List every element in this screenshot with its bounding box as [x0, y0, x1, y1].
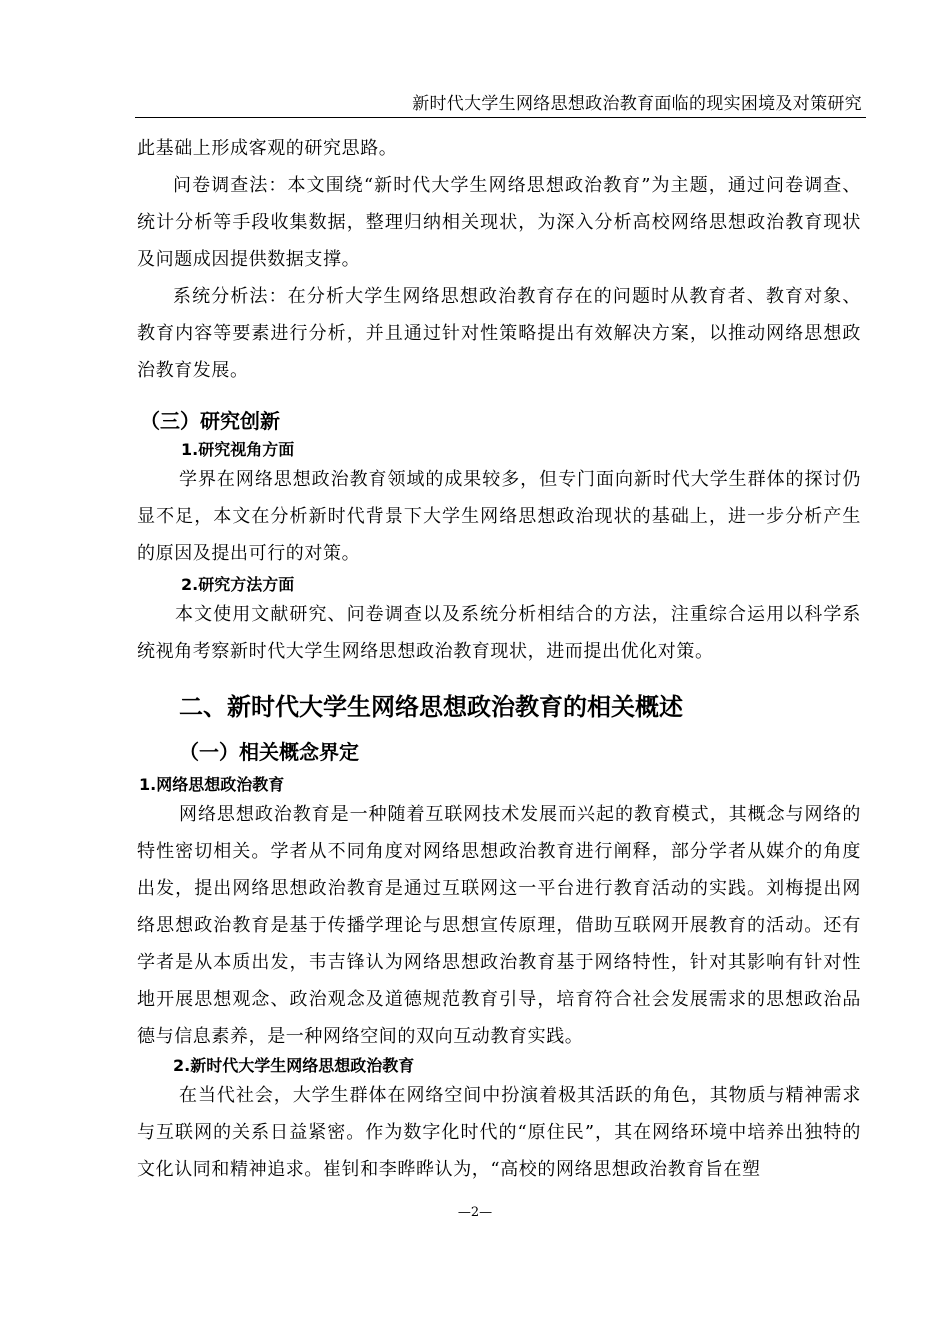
paragraph-questionnaire-method: 问卷调查法：本文围绕“新时代大学生网络思想政治教育”为主题，通过问卷调查、统计分析等手段收集数据，整理归纳相关现状，为深入分析高校网络思想政治教育现状及问题成因提供数据支撑。 [137, 175, 861, 270]
page-body [137, 130, 861, 1188]
heading-online-ideological-education: 1.网络思想政治教育 [139, 775, 285, 794]
heading-research-perspective: 1.研究视角方面 [181, 440, 295, 459]
running-header-title: 新时代大学生网络思想政治教育面临的现实困境及对策研究 [412, 94, 862, 114]
heading-research-innovation: （三）研究创新 [140, 409, 280, 433]
paragraph-research-perspective: 学界在网络思想政治教育领域的成果较多，但专门面向新时代大学生群体的探讨仍显不足，本文在分析新时代背景下大学生网络思想政治现状的基础上，进一步分析产生的原因及提出可行的对策。 [137, 469, 861, 564]
paragraph-research-method: 本文使用文献研究、问卷调查以及系统分析相结合的方法，注重综合运用以科学系统视角考察新时代大学生网络思想政治教育现状，进而提出优化对策。 [137, 604, 861, 662]
paragraph-system-analysis-method: 系统分析法：在分析大学生网络思想政治教育存在的问题时从教育者、教育对象、教育内容等要素进行分析，并且通过针对性策略提出有效解决方案，以推动网络思想政治教育发展。 [137, 286, 861, 381]
heading-concept-definitions: （一）相关概念界定 [179, 740, 359, 764]
paragraph-continuation: 此基础上形成客观的研究思路。 [137, 138, 398, 159]
heading-research-method: 2.研究方法方面 [181, 575, 295, 594]
paragraph-online-ideological-education: 网络思想政治教育是一种随着互联网技术发展而兴起的教育模式，其概念与网络的特性密切相关。学者从不同角度对网络思想政治教育进行阐释，部分学者从媒介的角度出发，提出网络思想政治教育是通过互联网这一平台进行教育活动的实践。刘梅提出网络思想政治教育是基于传播学理论与思想宣传原理，借助互联网开展教育的活动。还有学者是从本质出发，韦吉锋认为网络思想政治教育基于网络特性，针对其影响有针对性地开展思想观念、政治观念及道德规范教育引导，培育符合社会发展需求的思想政治品德与信息素养，是一种网络空间的双向互动教育实践。 [137, 804, 861, 1047]
heading-new-era-student-education: 2.新时代大学生网络思想政治教育 [173, 1056, 415, 1075]
page-number: —2— [457, 1205, 493, 1220]
header-divider [135, 117, 866, 118]
paragraph-new-era-student-education: 在当代社会，大学生群体在网络空间中扮演着极其活跃的角色，其物质与精神需求与互联网的关系日益紧密。作为数字化时代的“原住民”，其在网络环境中培养出独特的文化认同和精神追求。崔钊和李晔晔认为，“高校的网络思想政治教育旨在塑 [137, 1085, 861, 1180]
chapter-heading: 二、新时代大学生网络思想政治教育的相关概述 [179, 693, 683, 721]
